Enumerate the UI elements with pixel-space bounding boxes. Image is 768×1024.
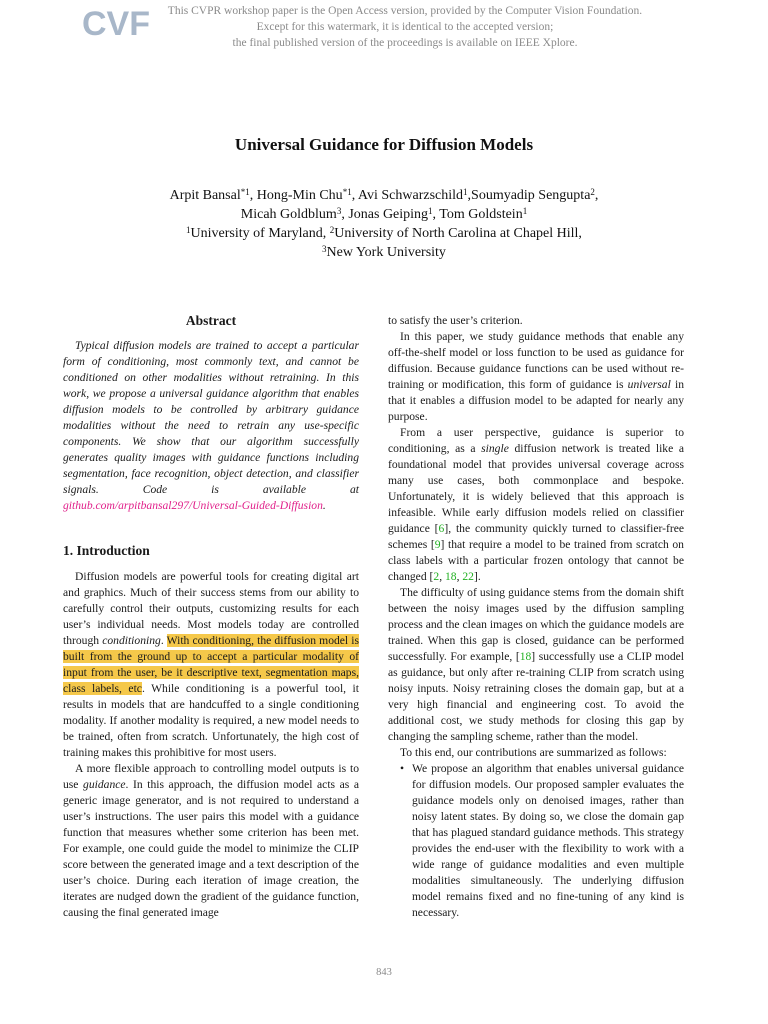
body-text: ]. bbox=[473, 570, 481, 583]
author-separator: , bbox=[594, 188, 599, 203]
body-text: diffusion network is treated like a foundational model that provides universal coverage across many use cases, both commonplace and bespoke. Unfortunately, it is widely believed that this approach is infeasible. While early diffusion models relied on classifier guidance [ bbox=[388, 442, 684, 535]
affiliation-line-2 bbox=[0, 243, 768, 262]
intro-paragraph-3 bbox=[388, 329, 684, 425]
citation-link[interactable]: 22 bbox=[462, 570, 474, 583]
author-name: , Tom Goldstein bbox=[432, 207, 523, 222]
highlighted-text: With conditioning, the diffusion model is built from the ground up to accept a particular modality of input from the user, be it descriptive text, segmentation maps, class labels, etc bbox=[63, 634, 360, 695]
abstract-heading: Abstract bbox=[185, 313, 237, 328]
cvf-logo-text: CVF bbox=[82, 5, 150, 43]
abstract-body: Typical diffusion models are trained to accept a particular form of conditioning, most commonly text, and cannot be conditioned on other modalities without retraining. In this work, we propose a universal guidance algorithm that enables diffusion models to be controlled by arbitrary guidance modalities without the need to retrain any use-specific components. We show that our algorithm successfully generates quality images with guidance functions including segmentation, face recognition, object detection, and classifier signals. Code is available at bbox=[63, 339, 359, 496]
section-heading-introduction: 1. Introduction bbox=[63, 543, 150, 558]
body-text: From a user perspective, guidance is superior to conditioning, as a bbox=[388, 426, 684, 455]
intro-paragraph-6: To this end, our contributions are summarized as follows: bbox=[400, 746, 667, 759]
author-affiliation-mark: *1 bbox=[342, 187, 352, 197]
author-name: Micah Goldblum bbox=[240, 207, 337, 222]
watermark-line: the final published version of the proceedings is available on IEEE Xplore. bbox=[232, 37, 578, 49]
intro-paragraph-4: From a user perspective, guidance is superior to conditioning, as a single diffusion network is treated like a foundational model that provides universal coverage across many use cases, both commonplace and bespoke. Unfortunately, it is widely believed that this approach is infeasible. While early diffusion models relied on classifier guidance [6], the community quickly turned to classifier-free schemes [9] that require a model to be trained from scratch on class labels with a particular frozen ontology that cannot be changed [2, 18, 22]. bbox=[388, 426, 684, 583]
citation-link[interactable]: 2 bbox=[433, 570, 440, 583]
citation-link[interactable]: 18 bbox=[444, 570, 457, 583]
affiliation-mark: 1 bbox=[186, 225, 191, 235]
author-affiliation-mark: *1 bbox=[240, 187, 250, 197]
author-name: , Jonas Geiping bbox=[341, 207, 429, 222]
right-column bbox=[388, 313, 684, 921]
page-number: 843 bbox=[376, 967, 392, 978]
citation-link[interactable]: 9 bbox=[434, 538, 441, 551]
intro-paragraph-2-continued: to satisfy the user’s criterion. bbox=[388, 314, 523, 327]
watermark-line: Except for this watermark, it is identical to the accepted version; bbox=[256, 21, 554, 33]
body-text: In this paper, we study guidance methods that enable any off-the-shelf model or loss function to be used as guidance for diffusion. Because guidance functions can be used without re-training or modification, this form of guidance is bbox=[388, 330, 684, 391]
body-text: ], the community quickly turned to classifier-free schemes [ bbox=[388, 522, 684, 551]
paper-title: Universal Guidance for Diffusion Models bbox=[234, 135, 534, 154]
emphasis-text: guidance bbox=[83, 778, 126, 791]
body-text: . While conditioning is a powerful tool, it results in models that are handcuffed to a single conditioning modality. If another modality is required, a new model needs to be trained, often from scratch. Unfortunately, the high cost of training makes this prohibitive for most users. bbox=[63, 682, 359, 759]
affiliation-mark: 3 bbox=[322, 244, 327, 254]
left-column bbox=[63, 312, 359, 921]
body-text: Diffusion models are powerful tools for creating digital art and graphics. Much of their success stems from our ability to carefully control their outputs, customizing results for each user’s individual needs. Most models today are controlled through bbox=[63, 570, 359, 647]
author-affiliation-mark: 2 bbox=[590, 187, 595, 197]
list-item: • We propose an algorithm that enables universal guidance for diffusion models. Our proposed sampler evaluates the guidance models only on denoised images, rather than noisy latent states. By doing so, we close the domain gap that has plagued standard guidance methods. This strategy provides the end-user with the flexibility to work with a wide range of guidance modalities and even multiple modalities simultaneously. The underlying diffusion model remains fixed and no fine-tuning of any kind is necessary. bbox=[400, 761, 684, 921]
cvf-logo bbox=[82, 4, 150, 43]
watermark-line: This CVPR workshop paper is the Open Access version, provided by the Computer Vision Foundation. bbox=[167, 5, 643, 17]
open-access-watermark bbox=[150, 3, 660, 51]
author-affiliation-mark: 3 bbox=[336, 206, 342, 216]
author-name: , Hong-Min Chu bbox=[249, 188, 343, 203]
author-name: ,Soumyadip Sengupta bbox=[467, 188, 591, 203]
author-block bbox=[0, 186, 768, 262]
author-line-2 bbox=[0, 205, 768, 224]
affiliation-line-1 bbox=[0, 224, 768, 243]
affiliation: University of Maryland, bbox=[190, 226, 330, 241]
author-line-1 bbox=[0, 186, 768, 205]
body-text: ] successfully use a CLIP model as guidance, but only after re-training CLIP from scratch using noisy inputs. Noisy retraining closes the domain gap, but at a very high financial and engineering cost. To avoid the additional cost, we study methods for closing this gap by changing the sampling scheme, rather than the model. bbox=[388, 650, 684, 743]
abstract-end: . bbox=[322, 499, 326, 512]
body-text: in that it enables a diffusion model to be adapted for nearly any purpose. bbox=[388, 378, 684, 423]
author-name: , Avi Schwarzschild bbox=[351, 188, 464, 203]
abstract-text bbox=[63, 338, 359, 514]
body-text: . In this approach, the diffusion model acts as a generic image generator, and is not required to understand a user’s instructions. The user pairs this model with a guidance function that measures whether some criterion has been met. For example, one could guide the model to minimize the CLIP score between the generated image and a text description of the user’s choice. During each iteration of image creation, the iterates are nudged down the gradient of the guidance function, causing the final generated image bbox=[63, 778, 359, 919]
body-text: . bbox=[160, 634, 167, 647]
emphasis-text: conditioning bbox=[102, 634, 161, 647]
author-affiliation-mark: 1 bbox=[463, 187, 468, 197]
affiliation: University of North Carolina at Chapel Hill, bbox=[334, 226, 582, 241]
citation-link[interactable]: 18 bbox=[519, 650, 532, 663]
affiliation-mark: 2 bbox=[329, 225, 335, 235]
author-name: Arpit Bansal bbox=[169, 188, 241, 203]
intro-paragraph-5 bbox=[388, 585, 684, 745]
body-text: A more flexible approach to controlling model outputs is to use bbox=[63, 762, 359, 791]
emphasis-text: universal bbox=[627, 378, 671, 391]
contributions-list bbox=[388, 761, 684, 921]
intro-paragraph-2 bbox=[63, 761, 359, 921]
intro-paragraph-1 bbox=[63, 569, 359, 761]
citation-link[interactable]: 6 bbox=[438, 522, 445, 535]
emphasis-text: single bbox=[481, 442, 509, 455]
body-text: The difficulty of using guidance stems from the domain shift between the noisy images used by the diffusion sampling process and the clean images on which the guidance models are trained. When this gap is closed, guidance can be performed successfully. For example, [ bbox=[388, 586, 684, 663]
author-affiliation-mark: 1 bbox=[522, 206, 528, 216]
code-link[interactable]: github.com/arpitbansal297/Universal-Guided-Diffusion bbox=[63, 499, 323, 512]
affiliation: New York University bbox=[326, 245, 446, 260]
body-text: ] that require a model to be trained from scratch on class labels with a particular frozen ontology that cannot be changed [ bbox=[388, 538, 684, 583]
author-affiliation-mark: 1 bbox=[428, 206, 433, 216]
